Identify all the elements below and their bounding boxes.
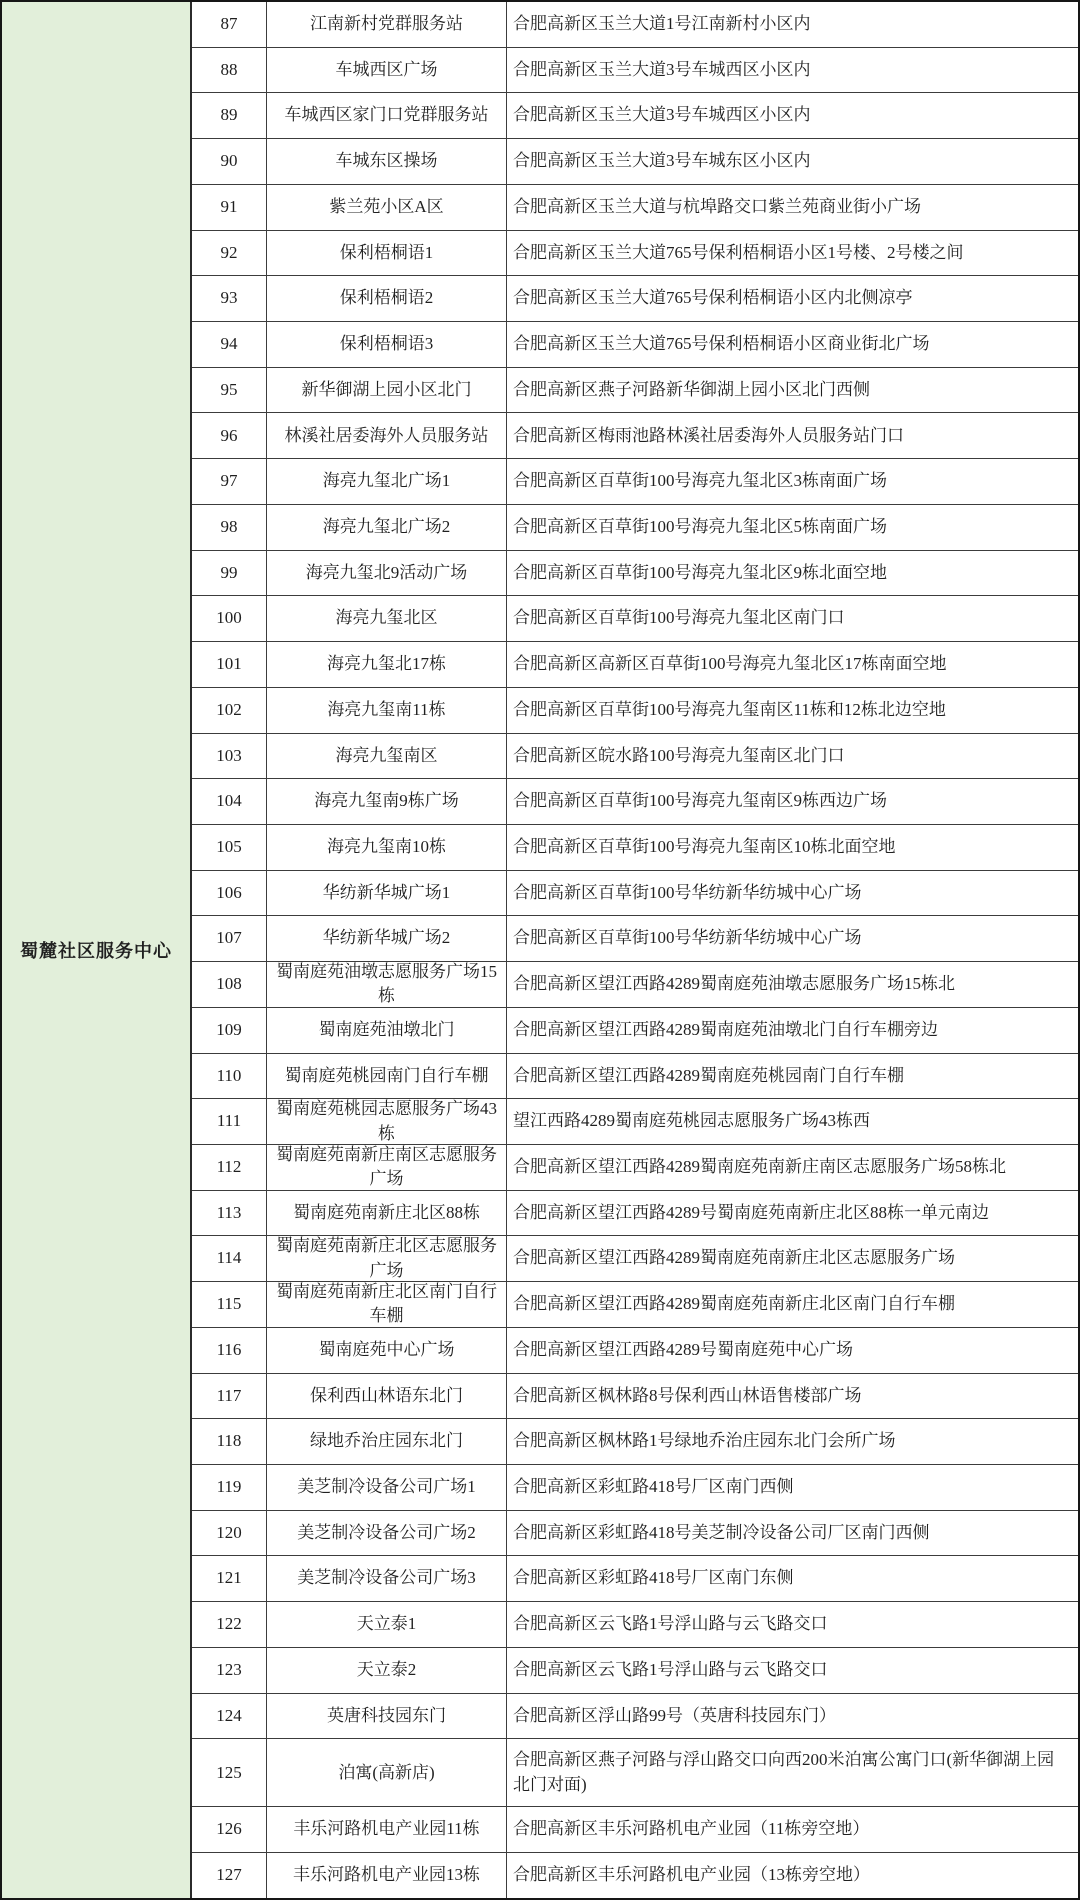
- site-name-cell: 华纺新华城广场1: [267, 871, 507, 916]
- site-name-cell: 蜀南庭苑南新庄北区志愿服务广场: [267, 1236, 507, 1281]
- row-number-cell: 117: [192, 1374, 267, 1419]
- row-number-cell: 111: [192, 1099, 267, 1144]
- table-row: [192, 1008, 1078, 1054]
- site-name-cell: 车城西区家门口党群服务站: [267, 93, 507, 138]
- table-row: [192, 1853, 1078, 1898]
- table-row: [192, 139, 1078, 185]
- table-row: [192, 779, 1078, 825]
- row-number-cell: 93: [192, 276, 267, 321]
- row-number-cell: 99: [192, 551, 267, 596]
- table-row: [192, 1374, 1078, 1420]
- site-address-cell: 合肥高新区梅雨池路林溪社居委海外人员服务站门口: [513, 425, 904, 445]
- row-number-cell: 91: [192, 185, 267, 230]
- row-number-cell: 110: [192, 1054, 267, 1099]
- site-address-cell: 合肥高新区玉兰大道与杭埠路交口紫兰苑商业街小广场: [513, 196, 921, 216]
- site-address-cell: 合肥高新区枫林路8号保利西山林语售楼部广场: [513, 1385, 862, 1405]
- row-number-cell: 102: [192, 688, 267, 733]
- table-row: [192, 1328, 1078, 1374]
- site-address-cell: 合肥高新区丰乐河路机电产业园（11栋旁空地）: [513, 1819, 870, 1839]
- row-number-cell: 87: [192, 2, 267, 47]
- site-name-cell: 天立泰2: [267, 1648, 507, 1693]
- site-address-cell: 合肥高新区燕子河路新华御湖上园小区北门西侧: [513, 379, 870, 399]
- site-name-cell: 蜀南庭苑南新庄北区南门自行车棚: [267, 1282, 507, 1327]
- site-address-cell: 合肥高新区燕子河路与浮山路交口向西200米泊寓公寓门口(新华御湖上园北门对面): [513, 1750, 1055, 1794]
- table-row: [192, 231, 1078, 277]
- site-address-cell: 合肥高新区彩虹路418号厂区南门西侧: [513, 1477, 794, 1497]
- row-number-cell: 124: [192, 1694, 267, 1739]
- site-name-cell: 海亮九玺北9活动广场: [267, 551, 507, 596]
- table-row: [192, 1694, 1078, 1740]
- row-number-cell: 89: [192, 93, 267, 138]
- site-address-cell: 合肥高新区望江西路4289蜀南庭苑油墩北门自行车棚旁边: [513, 1019, 938, 1039]
- site-address-cell: 合肥高新区丰乐河路机电产业园（13栋旁空地）: [513, 1865, 870, 1885]
- site-address-cell: 合肥高新区百草街100号海亮九玺北区5栋南面广场: [513, 516, 887, 536]
- table-row: [192, 688, 1078, 734]
- table-row: [192, 1419, 1078, 1465]
- site-name-cell: 蜀南庭苑桃园志愿服务广场43栋: [267, 1099, 507, 1144]
- row-number-cell: 96: [192, 413, 267, 458]
- site-address-cell: 合肥高新区玉兰大道765号保利梧桐语小区1号楼、2号楼之间: [513, 242, 964, 262]
- site-address-cell: 合肥高新区玉兰大道765号保利梧桐语小区内北侧凉亭: [513, 288, 913, 308]
- site-address-cell: 合肥高新区望江西路4289蜀南庭苑油墩志愿服务广场15栋北: [513, 974, 955, 994]
- table-row: [192, 962, 1078, 1008]
- site-name-cell: 海亮九玺南9栋广场: [267, 779, 507, 824]
- table-row: [192, 368, 1078, 414]
- site-name-cell: 海亮九玺北广场2: [267, 505, 507, 550]
- site-address-cell: 合肥高新区百草街100号海亮九玺北区3栋南面广场: [513, 471, 887, 491]
- site-address-cell: 合肥高新区百草街100号海亮九玺南区9栋西边广场: [513, 791, 887, 811]
- site-name-cell: 保利西山林语东北门: [267, 1374, 507, 1419]
- site-name-cell: 海亮九玺北广场1: [267, 459, 507, 504]
- row-number-cell: 125: [192, 1739, 267, 1806]
- row-number-cell: 98: [192, 505, 267, 550]
- site-address-cell: 合肥高新区百草街100号海亮九玺南区11栋和12栋北边空地: [513, 699, 946, 719]
- site-name-cell: 蜀南庭苑南新庄南区志愿服务广场: [267, 1145, 507, 1190]
- site-address-cell: 合肥高新区百草街100号海亮九玺北区南门口: [513, 608, 845, 628]
- row-number-cell: 107: [192, 916, 267, 961]
- table-row: [192, 276, 1078, 322]
- site-address-cell: 合肥高新区玉兰大道3号车城东区小区内: [513, 151, 811, 171]
- table-row: [192, 93, 1078, 139]
- row-number-cell: 122: [192, 1602, 267, 1647]
- site-address-cell: 合肥高新区彩虹路418号美芝制冷设备公司厂区南门西侧: [513, 1522, 930, 1542]
- site-name-cell: 美芝制冷设备公司广场2: [267, 1511, 507, 1556]
- site-address-cell: 合肥高新区百草街100号华纺新华纺城中心广场: [513, 928, 862, 948]
- table-row: [192, 2, 1078, 48]
- site-name-cell: 美芝制冷设备公司广场3: [267, 1556, 507, 1601]
- table-row: [192, 916, 1078, 962]
- merged-group-cell: [2, 2, 192, 1898]
- row-number-cell: 100: [192, 596, 267, 641]
- site-name-cell: 华纺新华城广场2: [267, 916, 507, 961]
- table-row: [192, 825, 1078, 871]
- site-address-cell: 合肥高新区望江西路4289蜀南庭苑桃园南门自行车棚: [513, 1065, 904, 1085]
- table-row: [192, 1648, 1078, 1694]
- site-address-cell: 合肥高新区浮山路99号（英唐科技园东门）: [513, 1705, 836, 1725]
- site-name-cell: 海亮九玺南区: [267, 734, 507, 779]
- site-name-cell: 绿地乔治庄园东北门: [267, 1419, 507, 1464]
- group-label: 蜀麓社区服务中心: [20, 941, 172, 961]
- site-name-cell: 车城东区操场: [267, 139, 507, 184]
- table-row: [192, 48, 1078, 94]
- row-number-cell: 105: [192, 825, 267, 870]
- site-address-cell: 合肥高新区玉兰大道765号保利梧桐语小区商业街北广场: [513, 334, 930, 354]
- table-row: [192, 1465, 1078, 1511]
- table-row: [192, 1191, 1078, 1237]
- site-address-cell: 合肥高新区高新区百草街100号海亮九玺北区17栋南面空地: [513, 654, 947, 674]
- site-name-cell: 蜀南庭苑桃园南门自行车棚: [267, 1054, 507, 1099]
- site-address-cell: 合肥高新区玉兰大道1号江南新村小区内: [513, 14, 811, 34]
- table-row: [192, 1282, 1078, 1328]
- site-name-cell: 保利梧桐语3: [267, 322, 507, 367]
- row-number-cell: 126: [192, 1807, 267, 1852]
- site-address-cell: 合肥高新区玉兰大道3号车城西区小区内: [513, 59, 811, 79]
- table-row: [192, 413, 1078, 459]
- site-address-cell: 合肥高新区皖水路100号海亮九玺南区北门口: [513, 745, 845, 765]
- site-address-cell: 合肥高新区玉兰大道3号车城西区小区内: [513, 105, 811, 125]
- site-address-cell: 合肥高新区百草街100号海亮九玺北区9栋北面空地: [513, 562, 887, 582]
- table-row: [192, 1556, 1078, 1602]
- table-row: [192, 734, 1078, 780]
- row-number-cell: 121: [192, 1556, 267, 1601]
- site-name-cell: 海亮九玺南11栋: [267, 688, 507, 733]
- row-number-cell: 106: [192, 871, 267, 916]
- row-number-cell: 120: [192, 1511, 267, 1556]
- table-row: [192, 1602, 1078, 1648]
- site-name-cell: 新华御湖上园小区北门: [267, 368, 507, 413]
- site-address-cell: 合肥高新区云飞路1号浮山路与云飞路交口: [513, 1659, 828, 1679]
- table-row: [192, 1099, 1078, 1145]
- table-row: [192, 185, 1078, 231]
- site-name-cell: 紫兰苑小区A区: [267, 185, 507, 230]
- site-name-cell: 海亮九玺北区: [267, 596, 507, 641]
- row-number-cell: 88: [192, 48, 267, 93]
- row-number-cell: 101: [192, 642, 267, 687]
- table-row: [192, 1236, 1078, 1282]
- table-row: [192, 642, 1078, 688]
- table-row: [192, 505, 1078, 551]
- site-address-cell: 合肥高新区枫林路1号绿地乔治庄园东北门会所广场: [513, 1431, 896, 1451]
- site-address-cell: 合肥高新区望江西路4289号蜀南庭苑南新庄北区88栋一单元南边: [513, 1202, 989, 1222]
- site-name-cell: 蜀南庭苑南新庄北区88栋: [267, 1191, 507, 1236]
- table-row: [192, 551, 1078, 597]
- site-name-cell: 林溪社居委海外人员服务站: [267, 413, 507, 458]
- row-number-cell: 123: [192, 1648, 267, 1693]
- site-name-cell: 江南新村党群服务站: [267, 2, 507, 47]
- site-name-cell: 保利梧桐语1: [267, 231, 507, 276]
- site-address-cell: 合肥高新区望江西路4289蜀南庭苑南新庄北区南门自行车棚: [513, 1294, 955, 1314]
- site-name-cell: 车城西区广场: [267, 48, 507, 93]
- table-row: [192, 871, 1078, 917]
- site-name-cell: 蜀南庭苑中心广场: [267, 1328, 507, 1373]
- site-address-cell: 合肥高新区望江西路4289号蜀南庭苑中心广场: [513, 1339, 853, 1359]
- site-name-cell: 海亮九玺南10栋: [267, 825, 507, 870]
- site-name-cell: 蜀南庭苑油墩志愿服务广场15栋: [267, 962, 507, 1007]
- row-number-cell: 118: [192, 1419, 267, 1464]
- row-number-cell: 127: [192, 1853, 267, 1898]
- table-row: [192, 459, 1078, 505]
- row-number-cell: 116: [192, 1328, 267, 1373]
- row-number-cell: 95: [192, 368, 267, 413]
- table-row: [192, 1807, 1078, 1853]
- row-number-cell: 94: [192, 322, 267, 367]
- row-number-cell: 113: [192, 1191, 267, 1236]
- site-address-cell: 合肥高新区百草街100号华纺新华纺城中心广场: [513, 882, 862, 902]
- row-number-cell: 90: [192, 139, 267, 184]
- site-address-cell: 合肥高新区云飞路1号浮山路与云飞路交口: [513, 1614, 828, 1634]
- site-name-cell: 天立泰1: [267, 1602, 507, 1647]
- site-name-cell: 丰乐河路机电产业园13栋: [267, 1853, 507, 1898]
- row-number-cell: 115: [192, 1282, 267, 1327]
- site-name-cell: 蜀南庭苑油墩北门: [267, 1008, 507, 1053]
- row-number-cell: 103: [192, 734, 267, 779]
- row-number-cell: 109: [192, 1008, 267, 1053]
- row-number-cell: 104: [192, 779, 267, 824]
- site-address-cell: 合肥高新区望江西路4289蜀南庭苑南新庄北区志愿服务广场: [513, 1248, 955, 1268]
- row-number-cell: 114: [192, 1236, 267, 1281]
- row-number-cell: 108: [192, 962, 267, 1007]
- site-name-cell: 丰乐河路机电产业园11栋: [267, 1807, 507, 1852]
- site-address-cell: 合肥高新区百草街100号海亮九玺南区10栋北面空地: [513, 836, 896, 856]
- table-row: [192, 1511, 1078, 1557]
- site-address-cell: 望江西路4289蜀南庭苑桃园志愿服务广场43栋西: [513, 1111, 870, 1131]
- site-address-cell: 合肥高新区望江西路4289蜀南庭苑南新庄南区志愿服务广场58栋北: [513, 1157, 1006, 1176]
- table-row: [192, 322, 1078, 368]
- row-number-cell: 119: [192, 1465, 267, 1510]
- site-address-cell: 合肥高新区彩虹路418号厂区南门东侧: [513, 1568, 794, 1588]
- table-row: [192, 596, 1078, 642]
- site-name-cell: 保利梧桐语2: [267, 276, 507, 321]
- table-rows: [192, 2, 1078, 1898]
- table-row: [192, 1054, 1078, 1100]
- row-number-cell: 112: [192, 1145, 267, 1190]
- table-row: [192, 1739, 1078, 1807]
- site-name-cell: 泊寓(高新店): [267, 1739, 507, 1806]
- row-number-cell: 92: [192, 231, 267, 276]
- row-number-cell: 97: [192, 459, 267, 504]
- site-name-cell: 海亮九玺北17栋: [267, 642, 507, 687]
- site-name-cell: 英唐科技园东门: [267, 1694, 507, 1739]
- table-row: [192, 1145, 1078, 1191]
- site-name-cell: 美芝制冷设备公司广场1: [267, 1465, 507, 1510]
